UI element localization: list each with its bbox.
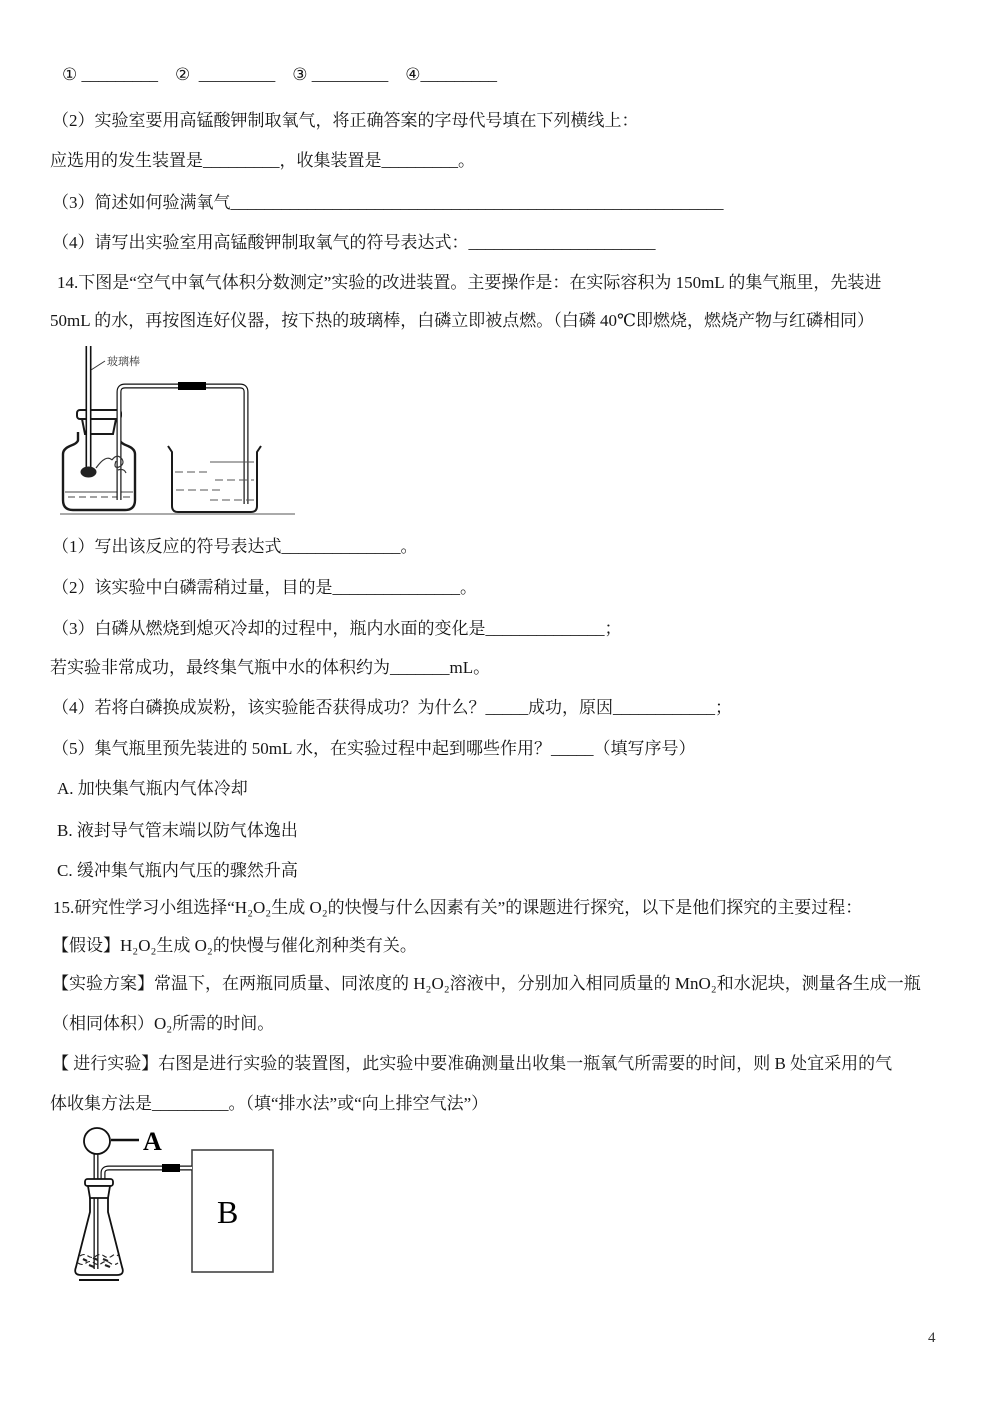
q15-experiment-line2: 体收集方法是_________。（填“排水法”或“向上排空气法”） (50, 1094, 489, 1113)
white-phosphorus-blob (81, 467, 97, 478)
collection-box-label: B (217, 1194, 239, 1230)
q14-option-a: A. 加快集气瓶内气体冷却 (57, 779, 248, 798)
erlenmeyer-flask (75, 1198, 123, 1275)
q15-plan-line1: 【实验方案】常温下，在两瓶同质量、同浓度的 H₂O₂溶液中，分别加入相同质量的 MnO₂和水泥块，测量各生成一瓶 (52, 974, 921, 993)
q14-option-c: C. 缓冲集气瓶内气压的骤然升高 (57, 861, 298, 880)
q14-part3-line2: 若实验非常成功，最终集气瓶中水的体积约为_______mL。 (50, 658, 491, 677)
q13-part3: （3）简述如何验满氧气__________________________________________________________ (52, 193, 724, 212)
page-number: 4 (928, 1330, 936, 1346)
q14-intro-line1: 14.下图是“空气中氧气体积分数测定”实验的改进装置。主要操作是：在实际容积为 150mL 的集气瓶里，先装进 (57, 273, 882, 292)
q14-part4: （4）若将白磷换成炭粉，该实验能否获得成功？为什么？_____成功，原因____________； (52, 698, 732, 717)
oxygen-volume-apparatus-diagram (60, 342, 295, 528)
dropping-funnel-bulb (84, 1128, 110, 1154)
q14-option-b: B. 液封导气管末端以防气体逸出 (57, 821, 298, 840)
q13-part4: （4）请写出实验室用高锰酸钾制取氧气的符号表达式：______________________ (52, 233, 656, 252)
glass-rod-label-leader (91, 361, 105, 370)
q14-part2: （2）该实验中白磷需稍过量，目的是_______________。 (52, 578, 477, 597)
delivery-tube (119, 386, 246, 504)
q14-part3-line1: （3）白磷从燃烧到熄灭冷却的过程中，瓶内水面的变化是______________； (52, 619, 622, 638)
q15-experiment-line1: 【 进行实验】右图是进行实验的装置图，此实验中要准确测量出收集一瓶氧气所需要的时间，则 B 处宜采用的气 (52, 1054, 893, 1073)
bottle-water (65, 492, 133, 497)
q13-part2-line1: （2）实验室要用高锰酸钾制取氧气，将正确答案的字母代号填在下列横线上： (52, 111, 639, 130)
q15-intro: 15.研究性学习小组选择“H₂O₂生成 O₂的快慢与什么因素有关”的课题进行探究，以下是他们探究的主要过程： (53, 898, 863, 917)
q14-part1: （1）写出该反应的符号表达式______________。 (52, 537, 418, 556)
q13-numbered-blanks: ① _________ ② _________ ③ _________ ④_________ (62, 65, 497, 84)
q15-hypothesis: 【假设】H₂O₂生成 O₂的快慢与催化剂种类有关。 (52, 936, 417, 955)
q13-part2-line2: 应选用的发生装置是_________，收集装置是_________。 (50, 151, 475, 170)
oxygen-collection-apparatus-diagram (65, 1125, 295, 1295)
bottle-stopper (77, 410, 121, 434)
flask-stopper (85, 1179, 113, 1198)
q14-part5: （5）集气瓶里预先装进的 50mL 水，在实验过程中起到哪些作用？_____（填写序号） (52, 739, 696, 758)
glass-rod-label: 玻璃棒 (107, 356, 140, 368)
q14-intro-line2: 50mL 的水，再按图连好仪器，按下热的玻璃棒，白磷立即被点燃。（白磷 40℃即燃烧，燃烧产物与红磷相同） (50, 311, 874, 330)
beaker-water (175, 462, 254, 500)
q15-plan-line2: （相同体积）O₂所需的时间。 (52, 1014, 275, 1033)
funnel-label: A (143, 1127, 162, 1156)
